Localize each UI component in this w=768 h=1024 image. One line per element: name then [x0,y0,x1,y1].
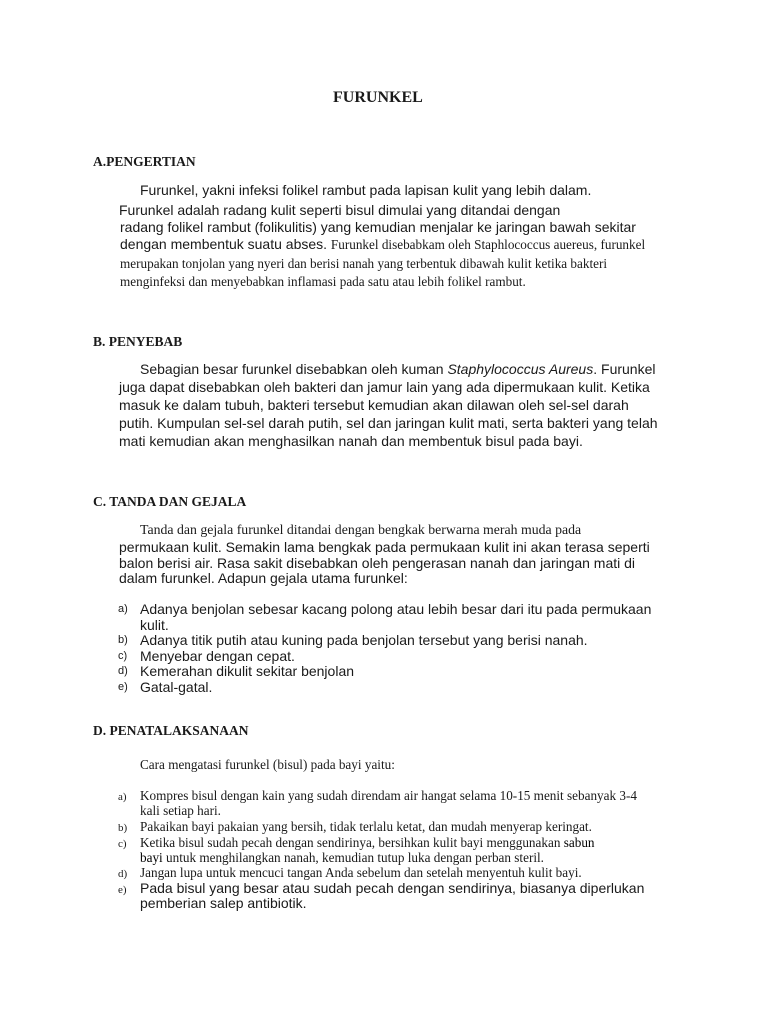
list-item: Gatal-gatal. [140,679,213,695]
section-c-line-1: Tanda dan gejala furunkel ditandai dengan bengkak berwarna merah muda pada [140,522,582,537]
bacteria-name: Staphylococcus Aureus [447,361,594,377]
section-d-intro: Cara mengatasi furunkel (bisul) pada bayi yaitu: [140,757,395,772]
list-item: Jangan lupa untuk mencuci tangan Anda sebelum dan setelah menyentuh kulit bayi. [140,865,582,880]
section-b-line-1 [140,361,655,377]
list-item-text: untuk menghilangkan nanah, kemudian tutup luka dengan perban steril. [162,850,544,865]
list-item: Adanya titik putih atau kuning pada benjolan tersebut yang berisi nanah. [140,632,588,648]
list-item: Kemerahan dikulit sekitar benjolan [140,663,355,679]
section-b-line-4: putih. Kumpulan sel-sel darah putih, sel dan jaringan kulit mati, serta bakteri yang telah [119,415,658,431]
section-c-line-4: dalam furunkel. Adapun gejala utama furunkel: [119,570,408,586]
list-item: Menyebar dengan cepat. [140,648,295,664]
section-c-line-2: permukaan kulit. Semakin lama bengkak pada permukaan kulit ini akan terasa seperti [119,539,650,555]
list-item-continuation: kali setiap hari. [140,803,221,818]
list-item-continuation: kulit. [140,617,169,633]
section-a-line-3: radang folikel rambut (folikulitis) yang kemudian menjalar ke jaringan bawah sekitar [120,219,636,235]
section-b-line-1-end: . Furunkel [593,361,656,377]
section-b-line-1-start: Sebagian besar furunkel disebabkan oleh kuman [140,361,448,377]
section-c-line-3: balon berisi air. Rasa sakit disebabkan oleh pengerasan nanah dan jaringan mati di [119,555,636,571]
list-marker: a) [118,603,128,615]
list-item-continuation: pemberian salep antibiotik. [140,895,307,911]
soap-word: sabun [563,835,595,850]
list-item: Kompres bisul dengan kain yang sudah direndam air hangat selama 10-15 menit sebanyak 3-4 [140,788,637,803]
section-a-line-6: menginfeksi dan menyebabkan inflamasi pada satu atau lebih folikel rambut. [120,274,526,289]
section-a-heading: A.PENGERTIAN [93,154,196,169]
section-a-line-4-sans: dengan membentuk suatu abses. [120,236,328,252]
section-b-heading: B. PENYEBAB [93,334,183,349]
section-a-line-4 [120,236,645,253]
section-a-line-1: Furunkel, yakni infeksi folikel rambut pada lapisan kulit yang lebih dalam. [140,182,592,198]
section-a-line-5: merupakan tonjolan yang nyeri dan berisi nanah yang terbentuk dibawah kulit ketika bakteri [120,256,608,271]
list-marker: c) [118,838,127,850]
section-c-heading: C. TANDA DAN GEJALA [93,494,247,509]
list-item [140,835,595,851]
list-marker: e) [118,884,127,896]
section-d-heading: D. PENATALAKSANAAN [93,723,249,738]
section-b-line-3: masuk ke dalam tubuh, bakteri tersebut kemudian akan dilawan oleh sel-sel darah [119,397,629,413]
list-item-text: Ketika bisul sudah pecah dengan sendirinya, bersihkan kulit bayi menggunakan [140,835,564,850]
list-marker: a) [118,791,127,803]
list-marker: c) [118,650,128,662]
list-item-continuation [140,850,544,866]
list-item: Adanya benjolan sebesar kacang polong atau lebih besar dari itu pada permukaan [140,601,652,617]
list-marker: b) [118,822,128,834]
list-item: Pada bisul yang besar atau sudah pecah dengan sendirinya, biasanya diperlukan [140,880,645,896]
list-marker: b) [118,634,128,646]
list-marker: e) [118,681,128,693]
document-title: FURUNKEL [333,89,423,106]
section-a-line-4-serif: Furunkel disebabkam oleh Staphlococcus auereus, furunkel [330,237,646,252]
list-marker: d) [118,868,128,880]
list-item: Pakaikan bayi pakaian yang bersih, tidak terlalu ketat, dan mudah menyerap keringat. [140,819,592,834]
section-a-line-2: Furunkel adalah radang kulit seperti bisul dimulai yang ditandai dengan [119,202,561,218]
section-b-line-2: juga dapat disebabkan oleh bakteri dan jamur lain yang ada dipermukaan kulit. Ketika [119,379,650,395]
section-b-line-5: mati kemudian akan menghasilkan nanah dan membentuk bisul pada bayi. [119,433,583,449]
baby-word: bayi [140,850,163,865]
list-marker: d) [118,665,128,677]
